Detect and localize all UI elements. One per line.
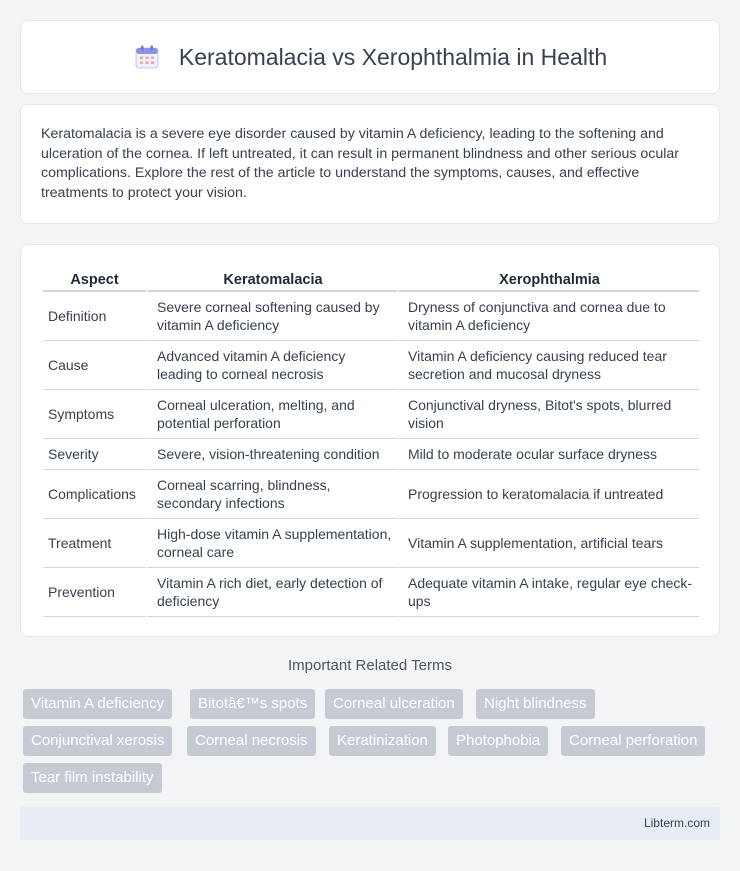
related-term-tag[interactable]: Conjunctival xerosis — [23, 726, 172, 756]
keratomalacia-cell: Severe, vision-threatening condition — [146, 439, 397, 470]
footer-site-link[interactable]: Libterm.com — [643, 816, 710, 830]
table-row — [43, 292, 699, 341]
table-row — [43, 390, 699, 439]
aspect-cell: Cause — [43, 341, 146, 390]
aspect-cell: Complications — [43, 470, 146, 519]
keratomalacia-cell: Severe corneal softening caused by vitamin A deficiency — [146, 292, 397, 341]
aspect-cell: Symptoms — [43, 390, 146, 439]
xerophthalmia-cell: Conjunctival dryness, Bitot's spots, blurred vision — [397, 390, 699, 439]
related-term-tag[interactable]: Bitotâ€™s spots — [190, 689, 315, 719]
keratomalacia-cell: Corneal scarring, blindness, secondary infections — [146, 470, 397, 519]
table-header-row — [43, 265, 699, 292]
keratomalacia-cell: Advanced vitamin A deficiency leading to corneal necrosis — [146, 341, 397, 390]
calendar-icon — [133, 43, 161, 71]
aspect-cell: Severity — [43, 439, 146, 470]
related-term-tag[interactable]: Corneal necrosis — [187, 726, 316, 756]
xerophthalmia-cell: Dryness of conjunctiva and cornea due to vitamin A deficiency — [397, 292, 699, 341]
related-terms-heading: Important Related Terms — [288, 657, 452, 674]
related-term-tag[interactable]: Corneal ulceration — [325, 689, 463, 719]
footer — [20, 807, 720, 840]
xerophthalmia-cell: Mild to moderate ocular surface dryness — [397, 439, 699, 470]
table-row — [43, 341, 699, 390]
intro-paragraph: Keratomalacia is a severe eye disorder caused by vitamin A deficiency, leading to the softening and ulceration of the cornea. If left untreated, it can result in permanent blindness and other serious ocular complications. Explore the rest of the article to understand the symptoms, causes, and effective treatments to protect your vision. — [41, 126, 680, 201]
related-term-tag[interactable]: Keratinization — [329, 726, 436, 756]
header-card — [20, 20, 720, 94]
keratomalacia-cell: High-dose vitamin A supplementation, corneal care — [146, 519, 397, 568]
keratomalacia-cell: Vitamin A rich diet, early detection of deficiency — [146, 568, 397, 617]
aspect-cell: Definition — [43, 292, 146, 341]
related-term-tag[interactable]: Corneal perforation — [561, 726, 705, 756]
column-header-keratomalacia: Keratomalacia — [146, 265, 397, 292]
keratomalacia-cell: Corneal ulceration, melting, and potential perforation — [146, 390, 397, 439]
comparison-card — [20, 244, 720, 637]
aspect-cell: Treatment — [43, 519, 146, 568]
table-row — [43, 519, 699, 568]
table-row — [43, 439, 699, 470]
xerophthalmia-cell: Adequate vitamin A intake, regular eye check-ups — [397, 568, 699, 617]
related-term-tag[interactable]: Photophobia — [448, 726, 548, 756]
xerophthalmia-cell: Progression to keratomalacia if untreated — [397, 470, 699, 519]
xerophthalmia-cell: Vitamin A supplementation, artificial tears — [397, 519, 699, 568]
related-term-tag[interactable]: Night blindness — [476, 689, 595, 719]
related-term-tag[interactable]: Tear film instability — [23, 763, 162, 793]
table-row — [43, 568, 699, 617]
column-header-aspect: Aspect — [43, 265, 146, 292]
intro-card — [20, 104, 720, 224]
header — [133, 43, 607, 71]
xerophthalmia-cell: Vitamin A deficiency causing reduced tear secretion and mucosal dryness — [397, 341, 699, 390]
page-title: Keratomalacia vs Xerophthalmia in Health — [178, 43, 608, 70]
aspect-cell: Prevention — [43, 568, 146, 617]
table-row — [43, 470, 699, 519]
column-header-xerophthalmia: Xerophthalmia — [397, 265, 699, 292]
comparison-table — [43, 265, 699, 617]
related-term-tag[interactable]: Vitamin A deficiency — [23, 689, 172, 719]
